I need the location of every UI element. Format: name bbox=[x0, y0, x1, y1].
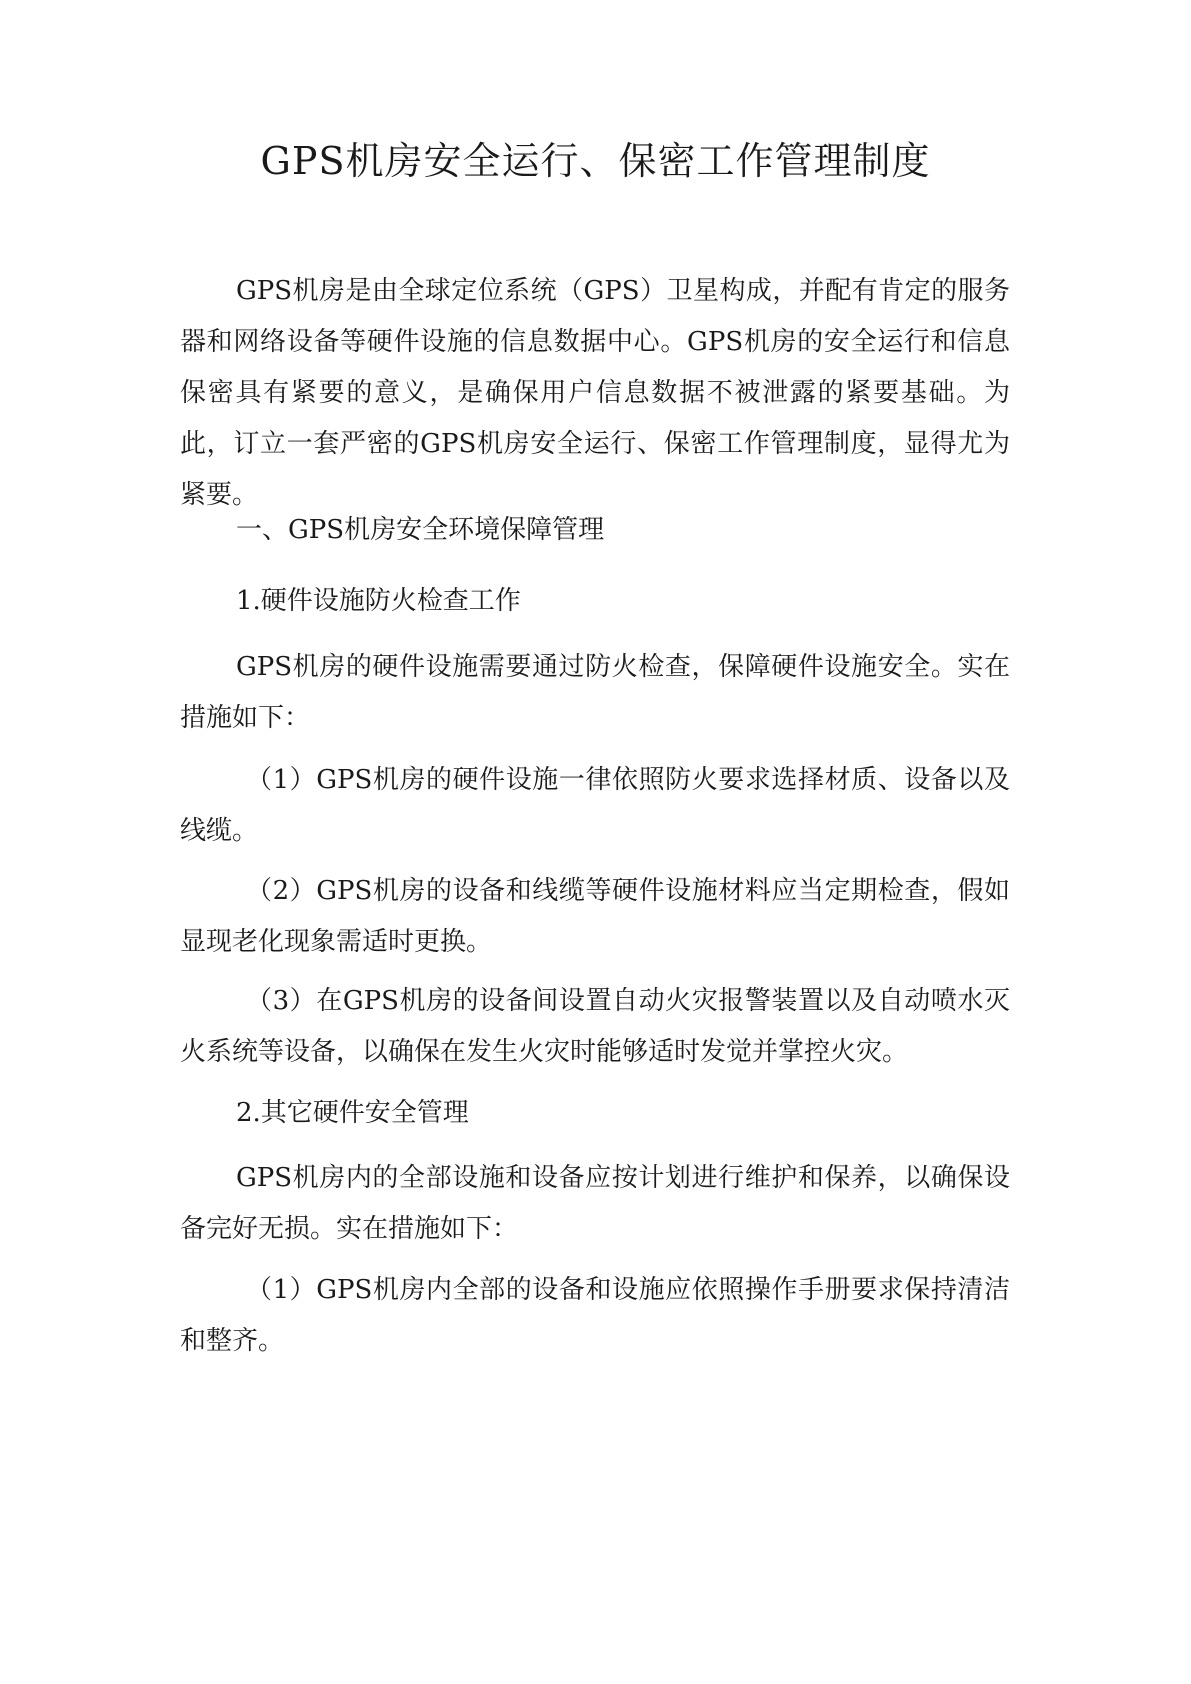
section-heading-1: 一、GPS机房安全环境保障管理 bbox=[236, 515, 605, 545]
list-item-3: （3）在GPS机房的设备间设置自动火灾报警装置以及自动喷水灭火系统等设备，以确保在发生火灾时能够适时发觉并掌控火灾。 bbox=[180, 986, 1010, 1067]
subsection-heading-2: 2.其它硬件安全管理 bbox=[236, 1098, 469, 1128]
intro-paragraph: GPS机房是由全球定位系统（GPS）卫星构成，并配有肯定的服务器和网络设备等硬件设施的信息数据中心。GPS机房的安全运行和信息保密具有紧要的意义，是确保用户信息数据不被泄露的紧要基础。为此，订立一套严密的GPS机房安全运行、保密工作管理制度，显得尤为紧要。 bbox=[180, 276, 1010, 510]
list-item-1: （1）GPS机房的硬件设施一律依照防火要求选择材质、设备以及线缆。 bbox=[180, 765, 1010, 846]
body-paragraph-maintenance: GPS机房内的全部设施和设备应按计划进行维护和保养，以确保设备完好无损。实在措施如下： bbox=[180, 1163, 1010, 1244]
subsection-heading-1: 1.硬件设施防火检查工作 bbox=[236, 586, 521, 616]
list-item-4: （1）GPS机房内全部的设备和设施应依照操作手册要求保持清洁和整齐。 bbox=[180, 1275, 1010, 1356]
list-item-2: （2）GPS机房的设备和线缆等硬件设施材料应当定期检查，假如显现老化现象需适时更换。 bbox=[180, 876, 1010, 957]
document-title: GPS机房安全运行、保密工作管理制度 bbox=[260, 139, 931, 183]
body-paragraph-fire-check: GPS机房的硬件设施需要通过防火检查，保障硬件设施安全。实在措施如下： bbox=[180, 652, 1010, 733]
